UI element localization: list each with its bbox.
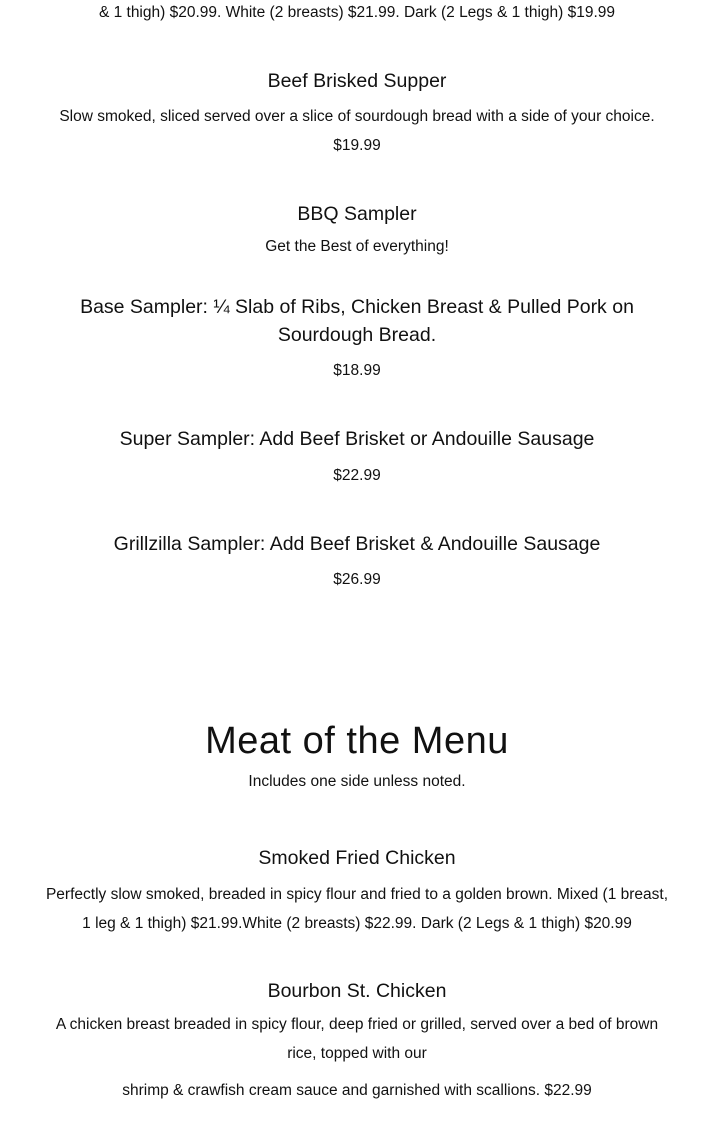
item-title: Grillzilla Sampler: Add Beef Brisket & Andouille Sausage: [113, 533, 601, 555]
item-price: $18.99: [333, 362, 381, 379]
section-subtitle: Includes one side unless noted.: [248, 773, 466, 790]
item-description: Slow smoked, sliced served over a slice of sourdough bread with a side of your choice.: [59, 108, 655, 125]
item-title: Sourdough Bread.: [277, 324, 437, 346]
item-price: $22.99: [333, 467, 381, 484]
item-description: Perfectly slow smoked, breaded in spicy flour and fried to a golden brown. Mixed (1 breast,: [45, 886, 669, 903]
item-description: A chicken breast breaded in spicy flour, deep fried or grilled, served over a bed of brown: [55, 1016, 659, 1033]
section-heading: Meat of the Menu: [205, 720, 509, 762]
item-title: Base Sampler: ¼ Slab of Ribs, Chicken Breast & Pulled Pork on: [80, 296, 634, 318]
item-price: $26.99: [333, 571, 381, 588]
item-title: Smoked Fried Chicken: [258, 847, 456, 869]
item-description: 1 leg & 1 thigh) $21.99.White (2 breasts) $22.99. Dark (2 Legs & 1 thigh) $20.99: [82, 915, 632, 932]
item-price: $19.99: [333, 137, 381, 154]
item-description: rice, topped with our: [287, 1045, 427, 1062]
previous-item-description: & 1 thigh) $20.99. White (2 breasts) $21.99. Dark (2 Legs & 1 thigh) $19.99: [98, 4, 616, 21]
item-title: Beef Brisked Supper: [267, 70, 447, 92]
section-heading: BBQ Sampler: [297, 203, 417, 225]
section-subtitle: Get the Best of everything!: [265, 238, 449, 255]
item-title: Super Sampler: Add Beef Brisket or Andouille Sausage: [119, 428, 595, 450]
item-description: shrimp & crawfish cream sauce and garnished with scallions. $22.99: [122, 1082, 592, 1099]
item-title: Bourbon St. Chicken: [267, 980, 447, 1002]
